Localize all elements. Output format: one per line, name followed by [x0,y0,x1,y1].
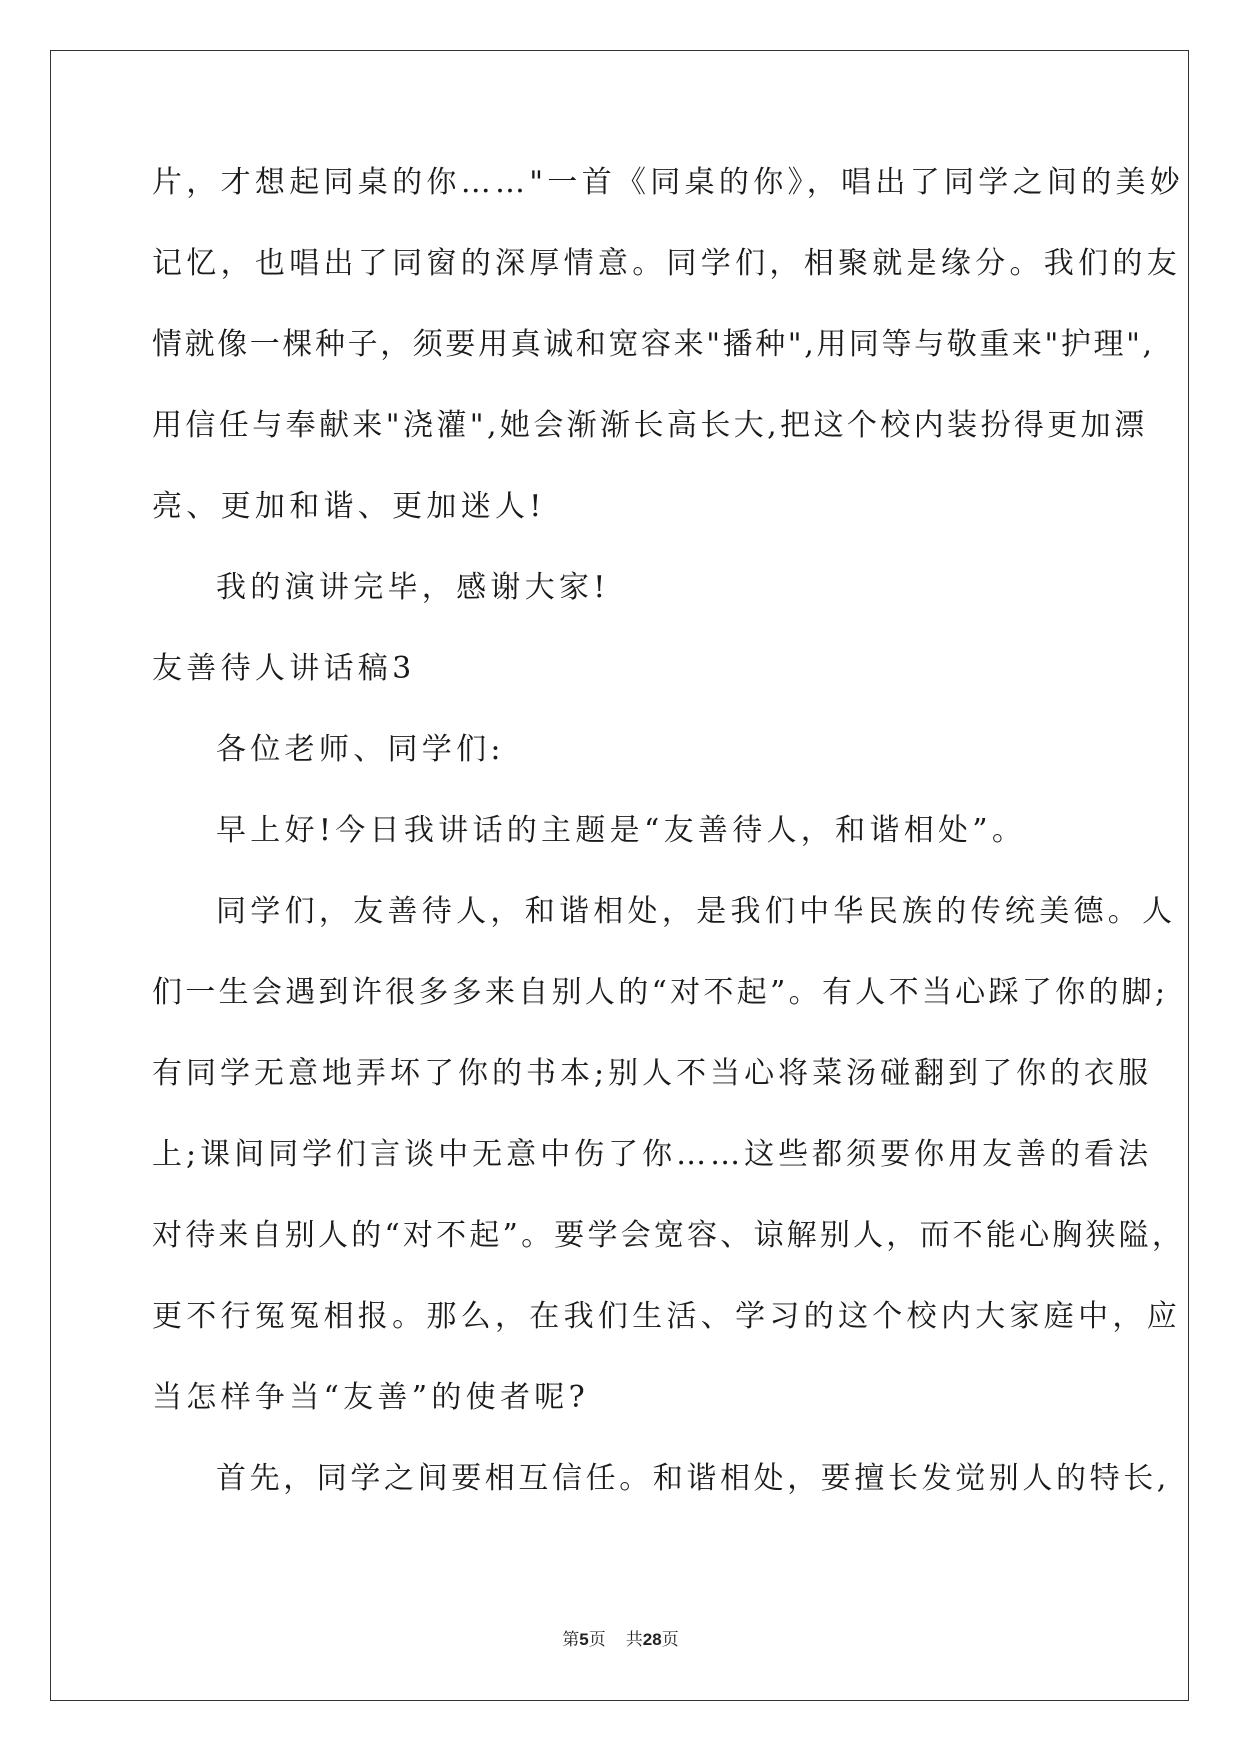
total-pages: 28 [642,1630,662,1649]
body-line: 片，才想起同桌的你……"一首《同桌的你》，唱出了同学之间的美妙 [152,165,1185,200]
body-line: 记忆，也唱出了同窗的深厚情意。同学们，相聚就是缘分。我们的友 [152,246,1181,281]
body-line: 早上好!今日我讲话的主题是“友善待人，和谐相处”。 [216,813,1027,848]
total-prefix: 共 [625,1630,643,1650]
page-footer [0,1625,1241,1650]
body-line: 更不行冤冤相报。那么，在我们生活、学习的这个校内大家庭中，应 [152,1299,1181,1334]
body-line: 同学们，友善待人，和谐相处，是我们中华民族的传统美德。人 [216,894,1177,929]
page-prefix: 第 [562,1630,580,1650]
document-body [152,158,1186,1535]
page-number: 5 [579,1630,589,1649]
body-line: 有同学无意地弄坏了你的书本;别人不当心将菜汤碰翻到了你的衣服 [152,1056,1153,1091]
body-line: 首先，同学之间要相互信任。和谐相处，要擅长发觉别人的特长, [216,1461,1170,1496]
body-line: 亮、更加和谐、更加迷人! [152,489,546,524]
closing-paragraph: 我的演讲完毕，感谢大家! [216,570,610,605]
salutation: 各位老师、同学们: [216,732,505,767]
section-heading: 友善待人讲话稿3 [152,651,416,686]
body-line: 当怎样争当“友善”的使者呢? [152,1380,589,1415]
body-line: 对待来自别人的“对不起”。要学会宽容、谅解别人，而不能心胸狭隘， [152,1218,1186,1253]
body-line: 们一生会遇到许很多多来自别人的“对不起”。有人不当心踩了你的脚; [152,975,1169,1010]
page-suffix: 页 [588,1630,606,1650]
total-suffix: 页 [661,1630,679,1650]
body-line: 上;课间同学们言谈中无意中伤了你……这些都须要你用友善的看法 [152,1137,1153,1172]
body-line: 用信任与奉献来"浇灌",她会渐渐长高长大,把这个校内装扮得更加漂 [152,408,1148,443]
body-line: 情就像一棵种子，须要用真诚和宽容来"播种",用同等与敬重来"护理", [152,327,1155,362]
